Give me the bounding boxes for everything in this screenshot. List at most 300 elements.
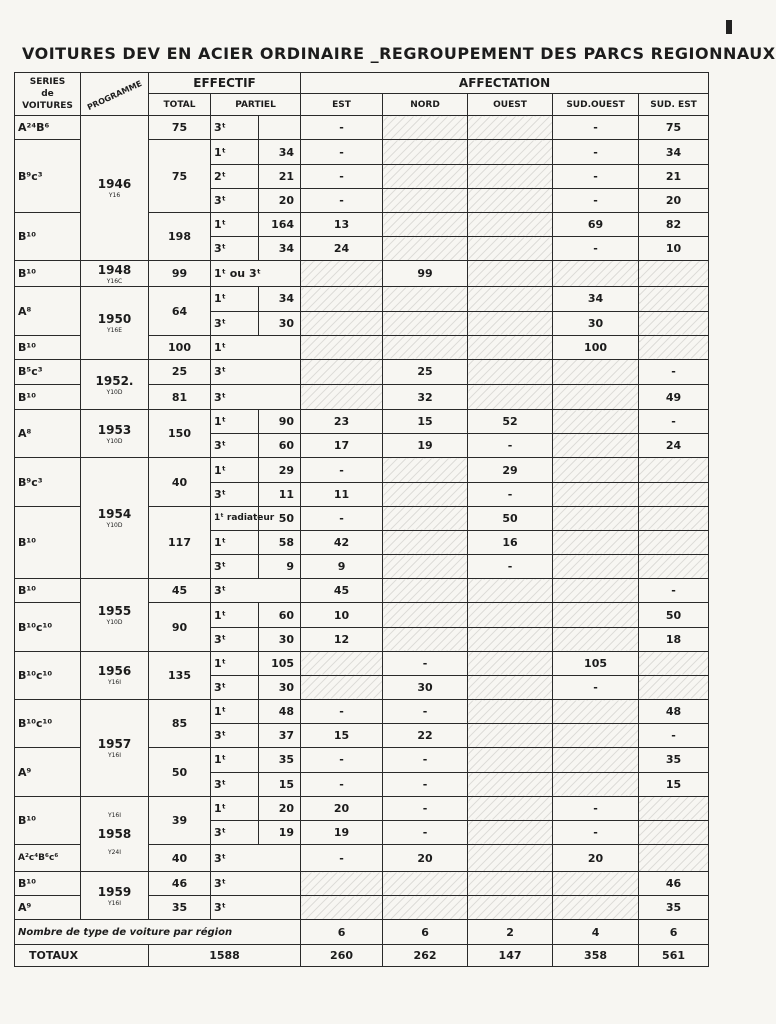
ouest-cell bbox=[468, 579, 553, 603]
serie-cell: B¹⁰c¹⁰ bbox=[15, 603, 81, 651]
total-cell: 81 bbox=[149, 385, 211, 410]
est-cell: - bbox=[301, 700, 383, 724]
sud-ouest-cell: - bbox=[553, 237, 639, 261]
ouest-cell bbox=[468, 116, 553, 140]
effectif-header: EFFECTIF bbox=[149, 73, 301, 94]
sud-est-cell bbox=[639, 651, 709, 675]
ouest-cell: 50 bbox=[468, 506, 553, 530]
nord-cell bbox=[383, 555, 468, 579]
serie-cell: B¹⁰ bbox=[15, 506, 81, 578]
nord-cell: 30 bbox=[383, 675, 468, 699]
nb-nord: 6 bbox=[383, 920, 468, 944]
est-cell bbox=[301, 651, 383, 675]
affectation-header: AFFECTATION bbox=[301, 73, 709, 94]
est-cell: 13 bbox=[301, 212, 383, 236]
total-cell: 198 bbox=[149, 212, 211, 260]
ouest-cell bbox=[468, 796, 553, 820]
class-cell: 1ᵗ bbox=[211, 530, 259, 554]
nord-cell bbox=[383, 140, 468, 164]
table-row bbox=[15, 579, 709, 603]
ouest-cell: 52 bbox=[468, 410, 553, 434]
nord-cell bbox=[383, 188, 468, 212]
nb-ouest: 2 bbox=[468, 920, 553, 944]
count-cell: 50 bbox=[259, 506, 301, 530]
est-cell bbox=[301, 675, 383, 699]
sud-ouest-cell bbox=[553, 359, 639, 384]
total-cell: 90 bbox=[149, 603, 211, 651]
nord-cell: 19 bbox=[383, 434, 468, 458]
nord-cell bbox=[383, 116, 468, 140]
count-cell: 30 bbox=[259, 627, 301, 651]
est-cell: - bbox=[301, 458, 383, 482]
sud-est-cell bbox=[639, 458, 709, 482]
ouest-cell bbox=[468, 287, 553, 311]
sud-ouest-cell: - bbox=[553, 140, 639, 164]
est-cell: - bbox=[301, 772, 383, 796]
total-nord: 262 bbox=[383, 944, 468, 966]
est-cell: 10 bbox=[301, 603, 383, 627]
count-cell: 29 bbox=[259, 458, 301, 482]
est-cell: 42 bbox=[301, 530, 383, 554]
sud-ouest-cell: 105 bbox=[553, 651, 639, 675]
est-cell: 9 bbox=[301, 555, 383, 579]
programme-cell: 1950 Y16E bbox=[81, 287, 149, 359]
class-cell: 3ᵗ bbox=[211, 675, 259, 699]
est-cell bbox=[301, 311, 383, 335]
ouest-cell bbox=[468, 188, 553, 212]
serie-cell: B⁹c³ bbox=[15, 140, 81, 212]
ouest-cell bbox=[468, 724, 553, 748]
ouest-cell bbox=[468, 164, 553, 188]
nord-cell bbox=[383, 603, 468, 627]
est-cell: 24 bbox=[301, 237, 383, 261]
ouest-cell bbox=[468, 627, 553, 651]
totaux-row bbox=[15, 944, 709, 966]
ouest-cell bbox=[468, 311, 553, 335]
sud-est-cell: 48 bbox=[639, 700, 709, 724]
total-cell: 117 bbox=[149, 506, 211, 578]
est-cell bbox=[301, 335, 383, 359]
class-cell: 3ᵗ bbox=[211, 872, 301, 896]
est-cell: 15 bbox=[301, 724, 383, 748]
nord-cell: 20 bbox=[383, 844, 468, 871]
sud-est-cell bbox=[639, 261, 709, 287]
count-cell: 34 bbox=[259, 237, 301, 261]
table-row bbox=[15, 287, 709, 311]
class-cell: 3ᵗ bbox=[211, 188, 259, 212]
count-cell: 20 bbox=[259, 188, 301, 212]
count-cell: 164 bbox=[259, 212, 301, 236]
est-cell: - bbox=[301, 748, 383, 772]
nord-cell bbox=[383, 335, 468, 359]
count-cell: 34 bbox=[259, 140, 301, 164]
serie-cell: A²⁴B⁶ bbox=[15, 116, 81, 140]
table-row bbox=[15, 116, 709, 140]
ouest-cell bbox=[468, 237, 553, 261]
sud-est-cell: 21 bbox=[639, 164, 709, 188]
count-cell: 35 bbox=[259, 748, 301, 772]
est-cell: - bbox=[301, 140, 383, 164]
nord-cell bbox=[383, 287, 468, 311]
sud-ouest-header: SUD.OUEST bbox=[553, 94, 639, 116]
serie-cell: A⁹ bbox=[15, 896, 81, 920]
sud-est-cell: 46 bbox=[639, 872, 709, 896]
count-cell: 21 bbox=[259, 164, 301, 188]
total-cell: 64 bbox=[149, 287, 211, 335]
class-cell: 3ᵗ bbox=[211, 237, 259, 261]
sud-ouest-cell bbox=[553, 530, 639, 554]
class-cell: 3ᵗ bbox=[211, 359, 301, 384]
class-cell: 1ᵗ bbox=[211, 458, 259, 482]
class-cell: 1ᵗ bbox=[211, 796, 259, 820]
total-sud-est: 561 bbox=[639, 944, 709, 966]
nord-cell: 15 bbox=[383, 410, 468, 434]
page-title: VOITURES DEV EN ACIER ORDINAIRE _REGROUPEMENT DES PARCS REGIONNAUX bbox=[22, 44, 776, 63]
class-cell: 3ᵗ bbox=[211, 385, 301, 410]
nord-cell: - bbox=[383, 651, 468, 675]
nord-cell: - bbox=[383, 748, 468, 772]
total-cell: 40 bbox=[149, 458, 211, 506]
ouest-cell bbox=[468, 385, 553, 410]
class-cell: 1ᵗ ou 3ᵗ bbox=[211, 261, 301, 287]
count-cell: 30 bbox=[259, 675, 301, 699]
series-header: SERIES de VOITURES bbox=[15, 73, 81, 116]
class-cell: 3ᵗ bbox=[211, 820, 259, 844]
class-cell: 3ᵗ bbox=[211, 311, 259, 335]
programme-cell: 1954 Y10D bbox=[81, 458, 149, 579]
ouest-cell bbox=[468, 261, 553, 287]
nord-cell: 25 bbox=[383, 359, 468, 384]
nb-sud-ouest: 4 bbox=[553, 920, 639, 944]
total-sud-ouest: 358 bbox=[553, 944, 639, 966]
table-row bbox=[15, 261, 709, 287]
nord-cell: 32 bbox=[383, 385, 468, 410]
nord-cell: 99 bbox=[383, 261, 468, 287]
nord-cell: 22 bbox=[383, 724, 468, 748]
nord-cell bbox=[383, 872, 468, 896]
nb-est: 6 bbox=[301, 920, 383, 944]
class-cell: 3ᵗ bbox=[211, 896, 301, 920]
total-cell: 99 bbox=[149, 261, 211, 287]
est-cell: - bbox=[301, 506, 383, 530]
total-cell: 135 bbox=[149, 651, 211, 699]
sud-ouest-cell: 69 bbox=[553, 212, 639, 236]
ouest-cell: 16 bbox=[468, 530, 553, 554]
est-cell: 11 bbox=[301, 482, 383, 506]
count-cell bbox=[259, 116, 301, 140]
class-cell: 1ᵗ bbox=[211, 651, 259, 675]
serie-cell: A²c⁴B⁶c⁶ bbox=[15, 844, 81, 871]
total-ouest: 147 bbox=[468, 944, 553, 966]
est-cell: 20 bbox=[301, 796, 383, 820]
count-cell: 19 bbox=[259, 820, 301, 844]
sud-est-cell bbox=[639, 820, 709, 844]
sud-est-cell: - bbox=[639, 359, 709, 384]
est-cell: 23 bbox=[301, 410, 383, 434]
sud-ouest-cell bbox=[553, 410, 639, 434]
class-cell: 2ᵗ bbox=[211, 164, 259, 188]
sud-est-cell bbox=[639, 844, 709, 871]
ouest-cell: - bbox=[468, 555, 553, 579]
nord-cell bbox=[383, 164, 468, 188]
sud-est-cell: 15 bbox=[639, 772, 709, 796]
class-cell: 1ᵗ bbox=[211, 140, 259, 164]
nord-cell bbox=[383, 482, 468, 506]
programme-cell: 1946 Y16 bbox=[81, 116, 149, 261]
programme-cell: 1955 Y10D bbox=[81, 579, 149, 651]
class-cell: 3ᵗ bbox=[211, 116, 259, 140]
sud-ouest-cell bbox=[553, 772, 639, 796]
ouest-cell bbox=[468, 844, 553, 871]
ouest-cell bbox=[468, 772, 553, 796]
serie-cell: B⁵c³ bbox=[15, 359, 81, 384]
serie-cell: B¹⁰ bbox=[15, 261, 81, 287]
table-row bbox=[15, 700, 709, 724]
programme-cell: 1959 Y16I bbox=[81, 872, 149, 920]
nord-cell bbox=[383, 627, 468, 651]
sud-ouest-cell: - bbox=[553, 164, 639, 188]
class-cell: 3ᵗ bbox=[211, 579, 301, 603]
count-cell: 48 bbox=[259, 700, 301, 724]
sud-est-cell bbox=[639, 675, 709, 699]
class-cell: 3ᵗ bbox=[211, 555, 259, 579]
total-cell: 50 bbox=[149, 748, 211, 796]
count-cell: 58 bbox=[259, 530, 301, 554]
ouest-cell bbox=[468, 359, 553, 384]
count-cell: 60 bbox=[259, 434, 301, 458]
sud-est-cell: 20 bbox=[639, 188, 709, 212]
nord-cell bbox=[383, 579, 468, 603]
est-cell bbox=[301, 872, 383, 896]
total-cell: 75 bbox=[149, 116, 211, 140]
est-cell: - bbox=[301, 844, 383, 871]
est-cell: - bbox=[301, 116, 383, 140]
est-cell: - bbox=[301, 188, 383, 212]
nord-cell: - bbox=[383, 700, 468, 724]
serie-cell: B¹⁰c¹⁰ bbox=[15, 700, 81, 748]
count-cell: 15 bbox=[259, 772, 301, 796]
sud-ouest-cell bbox=[553, 579, 639, 603]
sud-ouest-cell: - bbox=[553, 116, 639, 140]
sud-est-cell: 34 bbox=[639, 140, 709, 164]
class-cell: 1ᵗ bbox=[211, 287, 259, 311]
sud-ouest-cell bbox=[553, 555, 639, 579]
sud-est-cell: 82 bbox=[639, 212, 709, 236]
sud-est-cell: 75 bbox=[639, 116, 709, 140]
partiel-header: PARTIEL bbox=[211, 94, 301, 116]
sud-ouest-cell: - bbox=[553, 820, 639, 844]
est-cell: 45 bbox=[301, 579, 383, 603]
class-cell: 1ᵗ radiateur bbox=[211, 506, 259, 530]
class-cell: 3ᵗ bbox=[211, 724, 259, 748]
total-cell: 25 bbox=[149, 359, 211, 384]
sud-ouest-cell: 20 bbox=[553, 844, 639, 871]
programme-cell: 1952. Y10D bbox=[81, 359, 149, 409]
sud-est-cell bbox=[639, 555, 709, 579]
ouest-cell bbox=[468, 896, 553, 920]
sud-est-cell: - bbox=[639, 579, 709, 603]
sud-est-cell: 24 bbox=[639, 434, 709, 458]
serie-cell: A⁸ bbox=[15, 410, 81, 458]
total-cell: 39 bbox=[149, 796, 211, 844]
est-cell: 19 bbox=[301, 820, 383, 844]
nord-cell bbox=[383, 506, 468, 530]
sud-ouest-cell bbox=[553, 872, 639, 896]
programme-header: PROGRAMME bbox=[81, 73, 149, 116]
programme-cell: 1953 Y10D bbox=[81, 410, 149, 458]
ouest-cell bbox=[468, 820, 553, 844]
sud-est-cell: 10 bbox=[639, 237, 709, 261]
sud-ouest-cell bbox=[553, 506, 639, 530]
nord-cell bbox=[383, 458, 468, 482]
est-header: EST bbox=[301, 94, 383, 116]
serie-cell: B¹⁰ bbox=[15, 335, 81, 359]
ouest-cell: 29 bbox=[468, 458, 553, 482]
nord-cell bbox=[383, 896, 468, 920]
sud-ouest-cell bbox=[553, 748, 639, 772]
ouest-cell bbox=[468, 651, 553, 675]
nord-cell: - bbox=[383, 796, 468, 820]
sud-est-cell bbox=[639, 287, 709, 311]
nord-cell bbox=[383, 311, 468, 335]
total-cell: 85 bbox=[149, 700, 211, 748]
sud-est-cell: 18 bbox=[639, 627, 709, 651]
sud-est-cell bbox=[639, 530, 709, 554]
est-cell bbox=[301, 385, 383, 410]
count-cell: 30 bbox=[259, 311, 301, 335]
est-cell bbox=[301, 261, 383, 287]
class-cell: 1ᵗ bbox=[211, 700, 259, 724]
serie-cell: B¹⁰ bbox=[15, 212, 81, 260]
ouest-cell bbox=[468, 675, 553, 699]
sud-ouest-cell bbox=[553, 458, 639, 482]
total-cell: 45 bbox=[149, 579, 211, 603]
sud-ouest-cell: - bbox=[553, 188, 639, 212]
serie-cell: B¹⁰ bbox=[15, 872, 81, 896]
nord-cell bbox=[383, 212, 468, 236]
class-cell: 3ᵗ bbox=[211, 482, 259, 506]
count-cell: 34 bbox=[259, 287, 301, 311]
total-cell: 75 bbox=[149, 140, 211, 212]
sud-est-cell bbox=[639, 311, 709, 335]
sud-ouest-cell bbox=[553, 700, 639, 724]
nb-sud-est: 6 bbox=[639, 920, 709, 944]
total-est: 260 bbox=[301, 944, 383, 966]
sud-ouest-cell bbox=[553, 482, 639, 506]
ouest-cell bbox=[468, 700, 553, 724]
sud-ouest-cell: 100 bbox=[553, 335, 639, 359]
sud-ouest-cell bbox=[553, 385, 639, 410]
serie-cell: B¹⁰c¹⁰ bbox=[15, 651, 81, 699]
est-cell bbox=[301, 287, 383, 311]
count-cell: 9 bbox=[259, 555, 301, 579]
sud-est-cell bbox=[639, 335, 709, 359]
allocation-table bbox=[14, 72, 709, 967]
sud-est-cell: 35 bbox=[639, 748, 709, 772]
sud-est-cell: 35 bbox=[639, 896, 709, 920]
ouest-cell bbox=[468, 872, 553, 896]
table-row bbox=[15, 359, 709, 384]
nord-cell: - bbox=[383, 820, 468, 844]
sud-ouest-cell bbox=[553, 261, 639, 287]
class-cell: 1ᵗ bbox=[211, 410, 259, 434]
edge-mark bbox=[726, 20, 732, 34]
sud-est-cell bbox=[639, 506, 709, 530]
ouest-cell bbox=[468, 335, 553, 359]
nb-types-row bbox=[15, 920, 709, 944]
total-cell: 46 bbox=[149, 872, 211, 896]
sud-ouest-cell bbox=[553, 896, 639, 920]
serie-cell: B¹⁰ bbox=[15, 579, 81, 603]
programme-cell: Y16I 1958 Y24I bbox=[81, 796, 149, 871]
class-cell: 1ᵗ bbox=[211, 335, 301, 359]
sud-est-cell: 49 bbox=[639, 385, 709, 410]
count-cell: 20 bbox=[259, 796, 301, 820]
table-row bbox=[15, 872, 709, 896]
sud-ouest-cell: 34 bbox=[553, 287, 639, 311]
table-row bbox=[15, 458, 709, 482]
sud-est-cell bbox=[639, 482, 709, 506]
serie-cell: A⁹ bbox=[15, 748, 81, 796]
count-cell: 90 bbox=[259, 410, 301, 434]
est-cell bbox=[301, 359, 383, 384]
sud-ouest-cell bbox=[553, 724, 639, 748]
sud-ouest-cell bbox=[553, 627, 639, 651]
nord-cell bbox=[383, 237, 468, 261]
serie-cell: B⁹c³ bbox=[15, 458, 81, 506]
ouest-header: OUEST bbox=[468, 94, 553, 116]
total-cell: 100 bbox=[149, 335, 211, 359]
sud-est-cell: - bbox=[639, 410, 709, 434]
programme-cell: 1956 Y16I bbox=[81, 651, 149, 699]
ouest-cell bbox=[468, 603, 553, 627]
programme-cell: 1948 Y16C bbox=[81, 261, 149, 287]
est-cell: 17 bbox=[301, 434, 383, 458]
class-cell: 1ᵗ bbox=[211, 212, 259, 236]
nord-header: NORD bbox=[383, 94, 468, 116]
sud-est-cell bbox=[639, 796, 709, 820]
total-effectif: 1588 bbox=[149, 944, 301, 966]
sud-ouest-cell bbox=[553, 434, 639, 458]
serie-cell: B¹⁰ bbox=[15, 385, 81, 410]
ouest-cell: - bbox=[468, 434, 553, 458]
est-cell: 12 bbox=[301, 627, 383, 651]
totaux-label: TOTAUX bbox=[15, 944, 149, 966]
class-cell: 3ᵗ bbox=[211, 434, 259, 458]
class-cell: 3ᵗ bbox=[211, 772, 259, 796]
est-cell: - bbox=[301, 164, 383, 188]
sud-est-cell: 50 bbox=[639, 603, 709, 627]
programme-cell: 1957 Y16I bbox=[81, 700, 149, 797]
class-cell: 1ᵗ bbox=[211, 603, 259, 627]
count-cell: 105 bbox=[259, 651, 301, 675]
total-cell: 40 bbox=[149, 844, 211, 871]
ouest-cell bbox=[468, 140, 553, 164]
est-cell bbox=[301, 896, 383, 920]
table-row bbox=[15, 410, 709, 434]
serie-cell: A⁸ bbox=[15, 287, 81, 335]
class-cell: 1ᵗ bbox=[211, 748, 259, 772]
sud-ouest-cell: - bbox=[553, 675, 639, 699]
total-cell: 150 bbox=[149, 410, 211, 458]
sud-est-cell: - bbox=[639, 724, 709, 748]
sud-ouest-cell: 30 bbox=[553, 311, 639, 335]
count-cell: 11 bbox=[259, 482, 301, 506]
class-cell: 3ᵗ bbox=[211, 844, 301, 871]
count-cell: 60 bbox=[259, 603, 301, 627]
total-cell: 35 bbox=[149, 896, 211, 920]
table-row bbox=[15, 651, 709, 675]
